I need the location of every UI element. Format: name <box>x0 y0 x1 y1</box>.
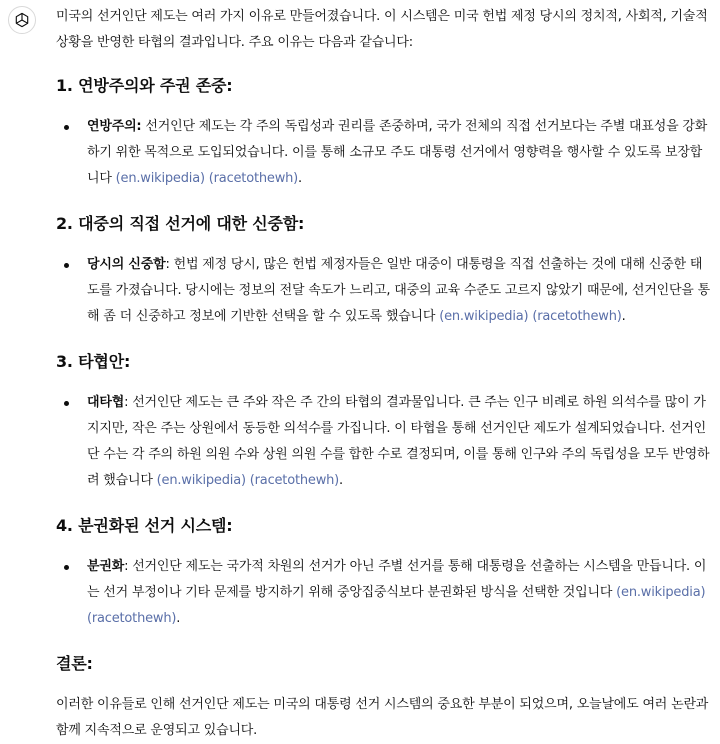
bullet-dot <box>64 401 69 406</box>
item-end: . <box>339 473 343 488</box>
item-text: 선거인단 제도는 각 주의 독립성과 권리를 존중하며, 국가 전체의 직접 선거보다는 주별 대표성을 강화하기 위한 목적으로 도입되었습니다. 이를 통해 소규모 주도 대통령 선거에서 영향력을 행사할 수 있도록 보장합니다 <box>87 119 708 186</box>
conclusion-paragraph: 이러한 이유들로 인해 선거인단 제도는 미국의 대통령 선거 시스템의 중요한 부분이 되었으며, 오늘날에도 여러 논란과 함께 지속적으로 운영되고 있습니다. <box>56 697 709 738</box>
item-end: . <box>621 309 626 324</box>
conclusion-heading: 결론: <box>56 654 93 673</box>
source-link-racetothewh[interactable]: (racetothewh) <box>532 309 622 324</box>
section-heading: 1. 연방주의와 주권 존중: <box>56 76 233 95</box>
item-text: : 선거인단 제도는 국가적 차원의 선거가 아닌 주별 선거를 통해 대통령을 선출하는 시스템을 만듭니다. 이는 선거 부정이나 기타 문제를 방지하기 위해 중앙집중식보다 분권화된 방식을 선택한 것입니다 <box>87 559 707 600</box>
list-item <box>56 114 712 192</box>
list-item <box>56 554 712 632</box>
item-term: 연방주의: <box>87 119 142 134</box>
section-heading: 3. 타협안: <box>56 352 131 371</box>
item-text: : 헌법 제정 당시, 많은 헌법 제정자들은 일반 대중이 대통령을 직접 선출하는 것에 대해 신중한 태도를 가졌습니다. 당시에는 정보의 전달 속도가 느리고, 대중의 교육 수준도 고르지 않았기 때문에, 선거인단을 통해 좀 더 신중하고 정보에 기반한 선택을 할 수 있도록 했습니다 <box>87 257 710 324</box>
bullet-dot <box>64 125 69 130</box>
bullet-list <box>56 114 712 192</box>
assistant-avatar <box>8 6 36 34</box>
source-link-racetothewh[interactable]: (racetothewh) <box>208 171 299 186</box>
bullet-dot <box>64 263 69 268</box>
item-term: 당시의 신중함 <box>87 257 166 272</box>
item-term: 대타협 <box>87 395 125 410</box>
item-end: . <box>176 611 181 626</box>
source-link-wikipedia[interactable]: (en.wikipedia) <box>115 171 205 186</box>
bullet-list <box>56 252 712 330</box>
item-text: : 선거인단 제도는 큰 주와 작은 주 간의 타협의 결과물입니다. 큰 주는 인구 비례로 하원 의석수를 많이 가지지만, 작은 주는 상원에서 동등한 의석수를 가집니다. 이 타협을 통해 선거인단 제도가 설계되었습니다. 선거인단 수는 각 주의 하원 의원 수와 상원 의원 수를 합한 수로 결정되며, 이를 통해 인구와 주의 독립성을 모두 반영하려 했습니다 <box>87 395 710 488</box>
bullet-list <box>56 390 712 494</box>
openai-logo-icon <box>13 11 31 29</box>
source-link-wikipedia[interactable]: (en.wikipedia) <box>439 309 529 324</box>
item-end: . <box>298 171 302 186</box>
source-link-racetothewh[interactable]: (racetothewh) <box>87 611 177 626</box>
bullet-list <box>56 554 712 632</box>
list-item <box>56 252 712 330</box>
source-link-racetothewh[interactable]: (racetothewh) <box>249 473 340 488</box>
intro-paragraph: 미국의 선거인단 제도는 여러 가지 이유로 만들어졌습니다. 이 시스템은 미국 헌법 제정 당시의 정치적, 사회적, 기술적 상황을 반영한 타협의 결과입니다. 주요 이유는 다음과 같습니다: <box>56 9 708 50</box>
source-link-wikipedia[interactable]: (en.wikipedia) <box>616 585 706 600</box>
assistant-message <box>56 4 712 744</box>
list-item <box>56 390 712 494</box>
section-heading: 2. 대중의 직접 선거에 대한 신중함: <box>56 214 305 233</box>
section-heading: 4. 분권화된 선거 시스템: <box>56 516 233 535</box>
source-link-wikipedia[interactable]: (en.wikipedia) <box>156 473 246 488</box>
bullet-dot <box>64 565 69 570</box>
item-term: 분권화 <box>87 559 125 574</box>
